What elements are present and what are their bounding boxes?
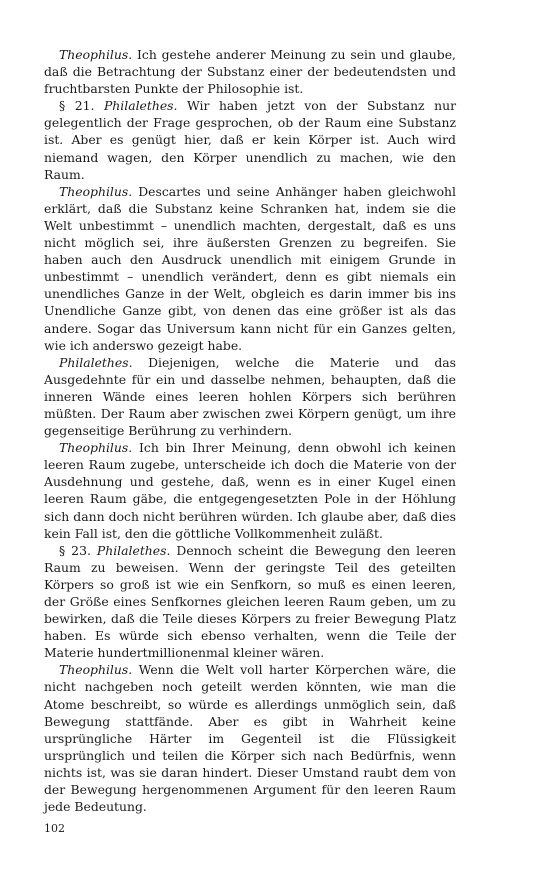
paragraph-text: Ich bin Ihrer Meinung, denn obwohl ich keinen leeren Raum zugebe, unterscheide ich doch die Materie von der Ausdehnung und gestehe, daß, wenn es in einer Kugel einen leeren Raum gäbe, die entgegengesetzten Pole in der Höhlung sich dann doch nicht berühren würden. Ich glaube aber, daß dies kein Fall ist, den die göttliche Vollkommenheit zuläßt. [44,440,456,541]
speaker-name: Theophilus. [59,440,133,456]
paragraph-text: Wir haben jetzt von der Substanz nur gelegentlich der Frage gesprochen, ob der Raum eine Substanz ist. Aber es genügt hier, daß er kein Körper ist. Auch wird niemand wagen, den Körper unendlich zu machen, wie den Raum. [44,98,456,182]
speaker-name: Theophilus. [59,183,133,199]
paragraph-3 [44,183,456,354]
paragraph-4 [44,354,456,439]
page-number: 102 [44,822,65,835]
speaker-name: Theophilus. [59,662,133,678]
speaker-name: Philalethes. [96,542,171,558]
speaker-name: Philalethes. [103,98,178,114]
paragraph-5 [44,439,456,542]
paragraph-6 [44,542,456,662]
paragraph-prefix: § 21. [59,98,104,114]
paragraph-7 [44,661,456,815]
paragraph-text: Descartes und seine Anhänger haben gleichwohl erklärt, daß die Substanz keine Schranken hat, indem sie die Welt unbestimmt – unendlich machten, dergestalt, daß es uns nicht möglich sei, ihre äußersten Grenzen zu begreifen. Sie haben auch den Ausdruck unendlich mit einigem Grunde in unbestimmt – unendlich verändert, denn es gibt niemals ein unendliches Ganze in der Welt, obgleich es darin immer bis ins Unendliche Ganze gibt, von denen das eine größer ist als das andere. Sogar das Universum kann nicht für ein Ganzes gelten, wie ich anderswo gezeigt habe. [44,183,456,353]
speaker-name: Philalethes. [59,354,133,370]
paragraph-2 [44,97,456,182]
paragraph-1 [44,46,456,97]
paragraph-prefix: § 23. [59,542,97,558]
paragraph-text: Wenn die Welt voll harter Körperchen wäre, die nicht nachgeben noch geteilt werden könnten, wie man die Atome beschreibt, so würde es allerdings unmöglich sein, daß Bewegung stattfände. Aber es gibt in Wahrheit keine ursprüngliche Härter im Gegenteil ist die Flüssigkeit ursprünglich und teilen die Körper sich nach Bedürfnis, wenn nichts ist, was sie daran hindert. Dieser Umstand raubt dem von der Bewegung hergenommenen Argument für den leeren Raum jede Bedeutung. [44,662,456,815]
book-page-text [44,46,456,815]
paragraph-text: Diejenigen, welche die Materie und das Ausgedehnte für ein und dasselbe nehmen, behaupten, daß die inneren Wände eines leeren hohlen Körpers sich berühren müßten. Der Raum aber zwischen zwei Körpern genügt, um ihre gegenseitige Berührung zu verhindern. [44,354,456,439]
paragraph-text: Dennoch scheint die Bewegung den leeren Raum zu beweisen. Wenn der geringste Teil des geteilten Körpers so groß ist wie ein Senfkorn, so muß es einen leeren, der Größe eines Senfkornes gleichen leeren Raum geben, um zu bewirken, daß die Teile dieses Körpers zu freier Bewegung Platz haben. Es würde sich ebenso verhalten, wenn die Teile der Materie hundertmillionenmal kleiner wären. [44,542,457,661]
paragraph-text: Ich gestehe anderer Meinung zu sein und glaube, daß die Betrachtung der Substanz einer der bedeutendsten und fruchtbarsten Punkte der Philosophie ist. [44,47,456,97]
speaker-name: Theophilus. [59,47,133,62]
